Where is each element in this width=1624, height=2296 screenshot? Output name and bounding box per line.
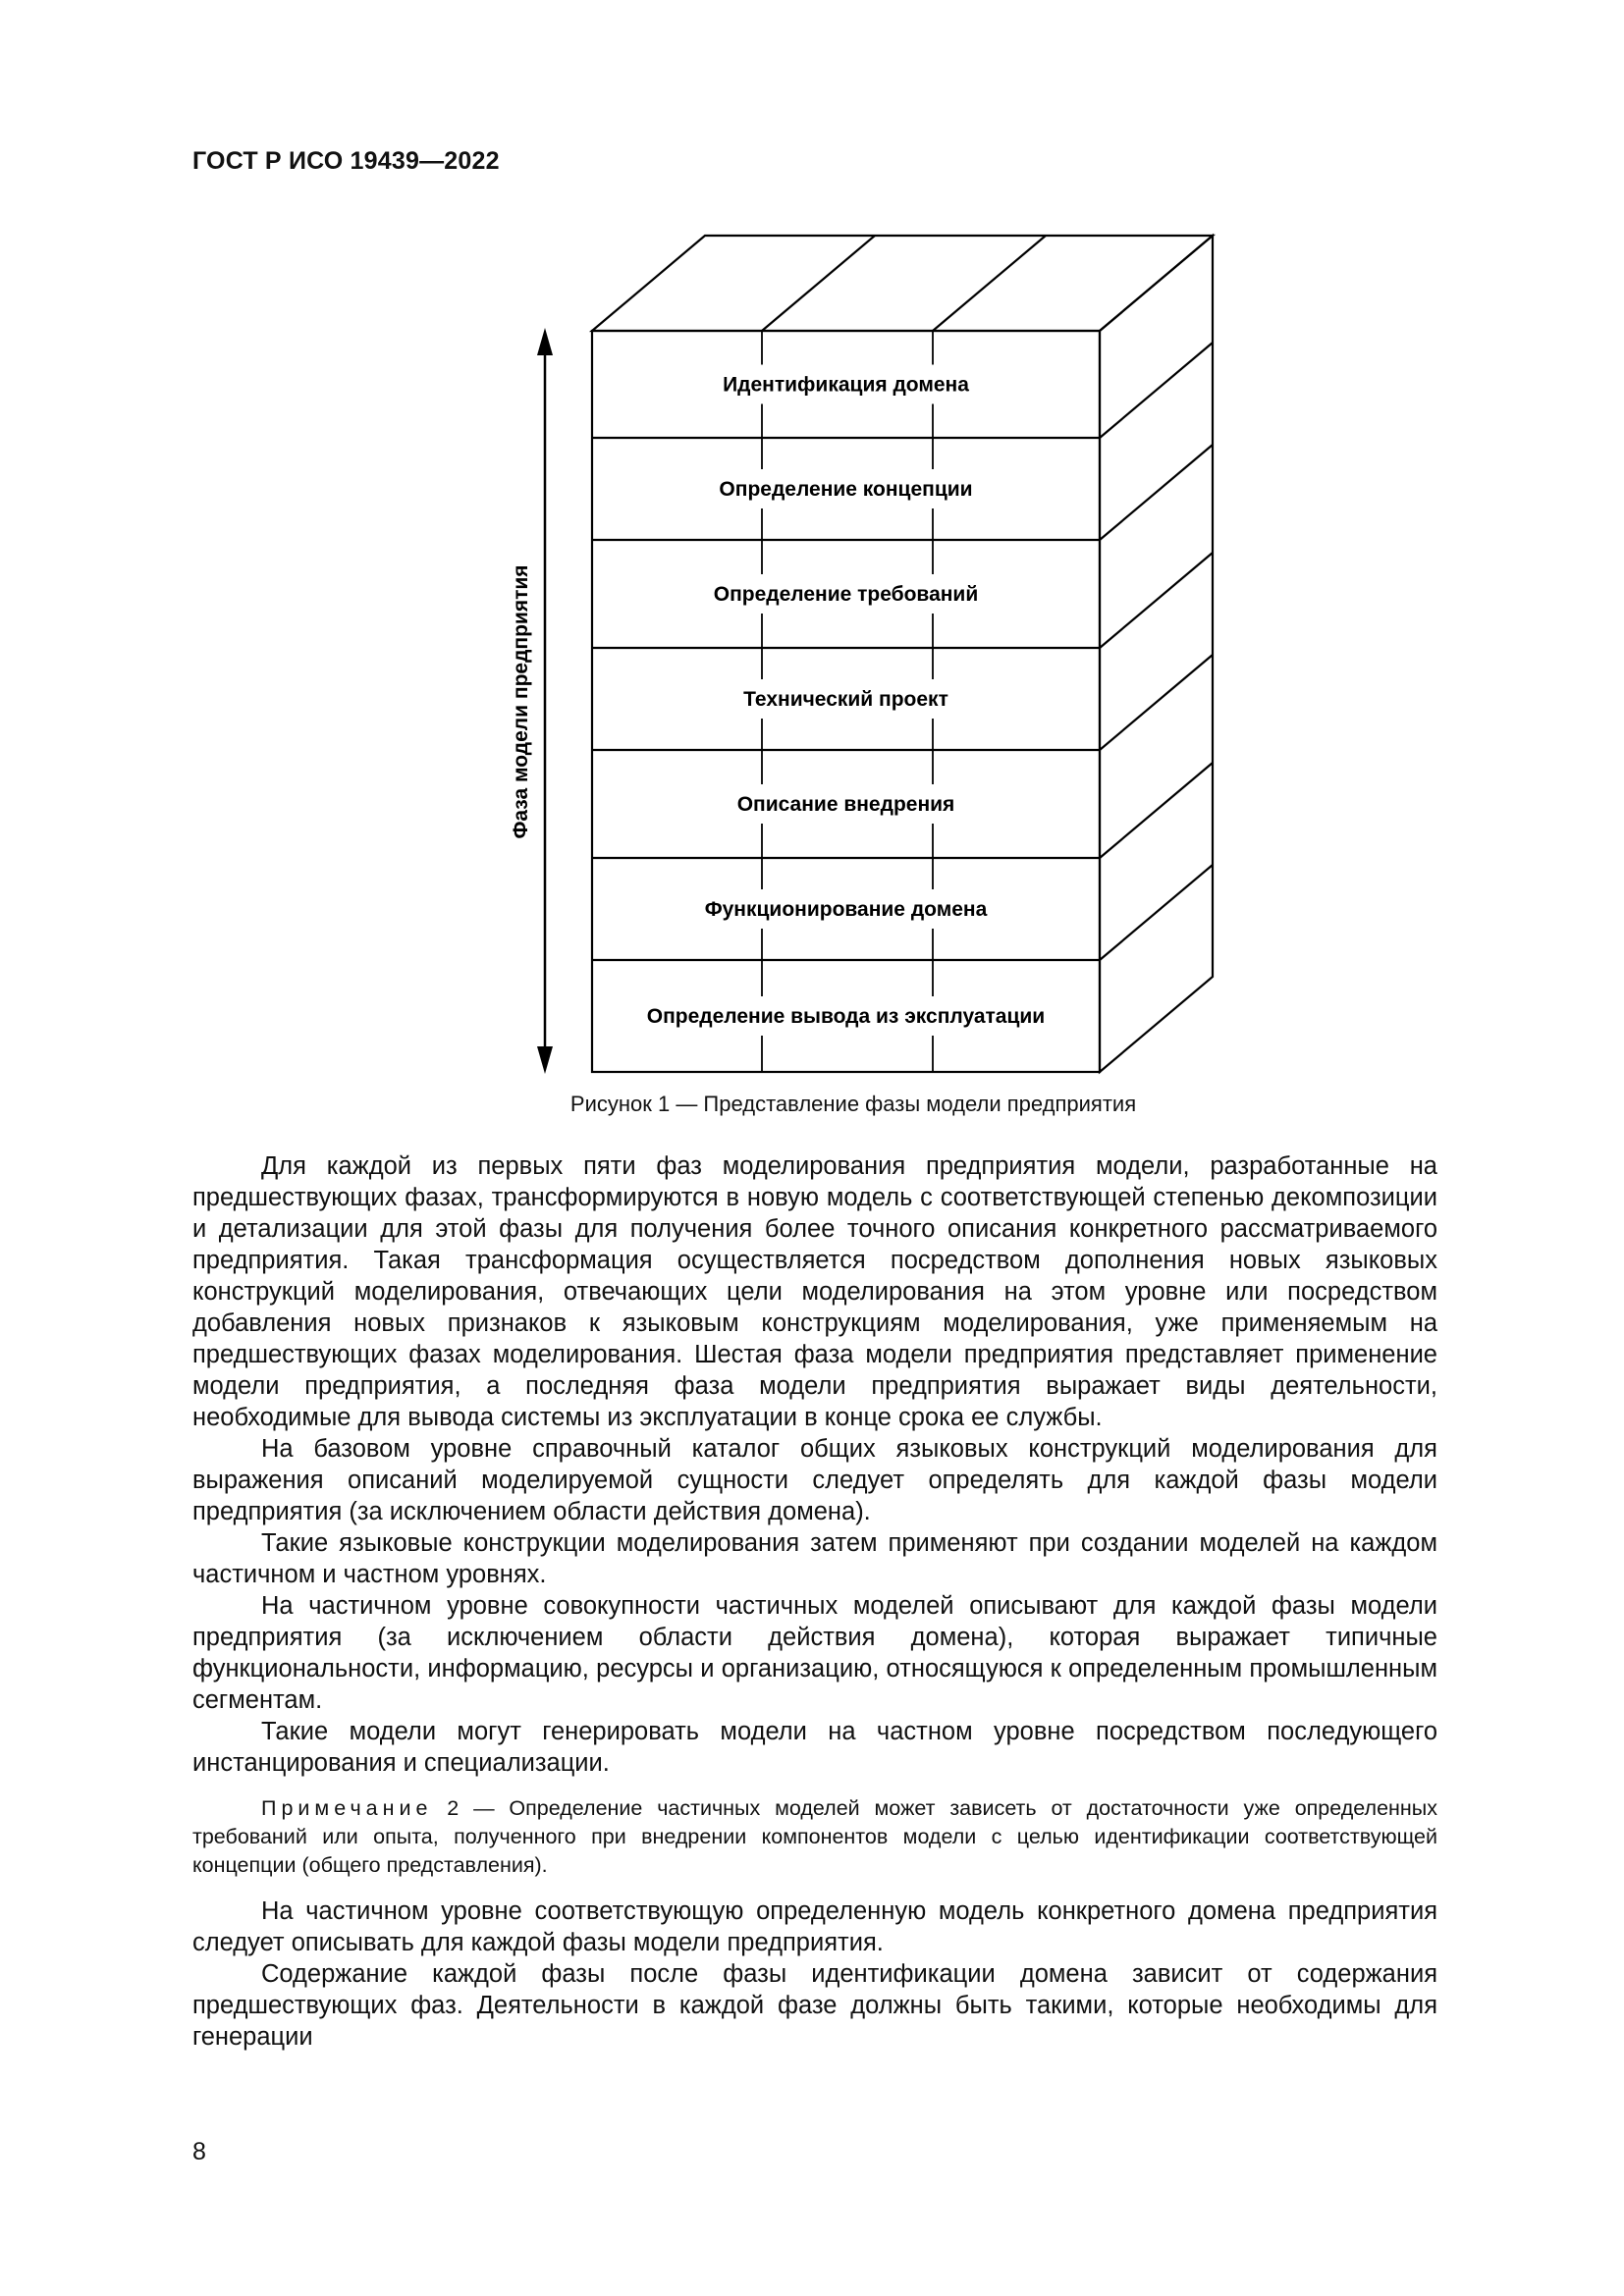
top-face: [592, 236, 1213, 331]
row-divider-side: [1100, 553, 1213, 648]
body-text: [192, 1150, 1437, 2053]
phase-label: Определение концепции: [719, 478, 973, 501]
phase-axis-arrow: [537, 328, 553, 1074]
document-header: ГОСТ Р ИСО 19439—2022: [192, 147, 500, 175]
phase-axis-label: Фаза модели предприятия: [510, 564, 532, 839]
figure-enterprise-model-phases: [0, 0, 1624, 1090]
row-divider-side: [1100, 655, 1213, 750]
paragraph: На частичном уровне соответствующую определенную модель конкретного домена предприятия следует описывать для каждой фазы модели предприятия.: [192, 1897, 1437, 1956]
phase-label: Идентификация домена: [723, 373, 969, 397]
paragraph: Такие языковые конструкции моделирования затем применяют при создании моделей на каждом частичном и частном уровнях.: [192, 1529, 1437, 1588]
phase-label: Функционирование домена: [704, 898, 988, 921]
phase-label: Описание внедрения: [736, 793, 955, 816]
row-divider-side: [1100, 445, 1213, 540]
note: [192, 1794, 1437, 1880]
phase-label: Определение требований: [713, 583, 979, 606]
paragraph: Для каждой из первых пяти фаз моделирования предприятия модели, разработанные на предшествующих фазах, трансформируются в новую модель с соответствующей степенью декомпозиции и детализации для этой фазы для получения более точного описания конкретного рассматриваемого предприятия. Такая трансформация осуществляется посредством дополнения новых языковых конструкций моделирования, отвечающих цели моделирования на этом уровне или посредством добавления новых признаков к языковым конструкциям моделирования, уже применяемым на предшествующих фазах моделирования. Шестая фаза модели предприятия представляет применение модели предприятия, а последняя фаза модели предприятия выражает виды деятельности, необходимые для вывода системы из эксплуатации в конце срока ее службы.: [192, 1152, 1437, 1431]
row-divider-side: [1100, 763, 1213, 858]
page-number: 8: [192, 2138, 206, 2165]
phase-label: Технический проект: [743, 688, 948, 711]
phase-stack-diagram: [0, 0, 1624, 1090]
phase-label: Определение вывода из эксплуатации: [646, 1005, 1046, 1028]
row-divider-side: [1100, 865, 1213, 960]
paragraph: На базовом уровне справочный каталог общих языковых конструкций моделирования для выражения описаний моделируемой сущности следует определять для каждой фазы модели предприятия (за исключением области действия домена).: [192, 1435, 1437, 1525]
paragraph: Содержание каждой фазы после фазы идентификации домена зависит от содержания предшествующих фаз. Деятельности в каждой фазе должны быть такими, которые необходимы для генерации: [192, 1960, 1437, 2051]
row-divider-side: [1100, 343, 1213, 438]
figure-caption: Рисунок 1 — Представление фазы модели предприятия: [569, 1092, 1137, 1116]
paragraph: Такие модели могут генерировать модели на частном уровне посредством последующего инстанцирования и специализации.: [192, 1718, 1437, 1777]
paragraph: На частичном уровне совокупности частичных моделей описывают для каждой фазы модели предприятия (за исключением области действия домена), которая выражает типичные функциональности, информацию, ресурсы и организацию, относящуюся к определенным промышленным сегментам.: [192, 1592, 1437, 1714]
note-label: Примечание: [261, 1796, 433, 1820]
note-text: 2 — Определение частичных моделей может зависеть от достаточности уже определенных требований или опыта, полученного при внедрении компонентов модели с целью идентификации соответствующей концепции (общего представления).: [192, 1796, 1437, 1877]
